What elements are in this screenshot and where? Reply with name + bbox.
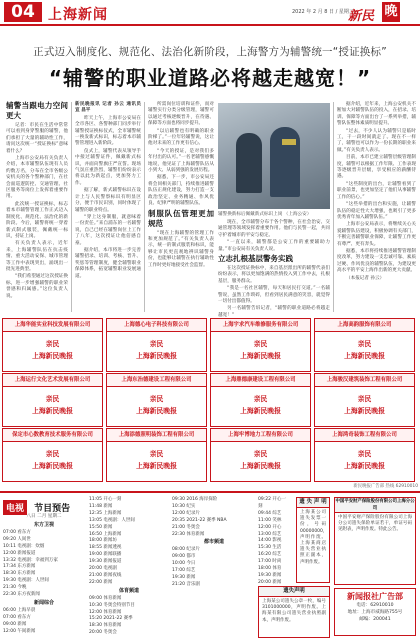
paragraph: “过去，不少人认为辅警只是临时工，干一段时间就走了。现在不一样了，辅警也可以作为一份长期的职业来做。”有关负责人表示。: [337, 128, 416, 153]
ad-line: 上海新民晚报: [136, 462, 177, 470]
news-photo: [218, 103, 330, 209]
program-item: 17:34 东方新闻: [3, 564, 36, 570]
program-item: 11:05 开心一刻: [89, 497, 122, 502]
date-line: 2022 年 2 月 8 日 / 星期二: [292, 9, 354, 15]
ad-line: 上海新民晚报: [240, 462, 281, 470]
paragraph: “我们希望通过这次授证换标，进一步增强辅警的职业荣誉感和归属感。”这位负责人说。: [6, 274, 68, 299]
paragraph: 据悉，下一步，市公安局还将会同相关部门，持续推进辅警队伍正规化建设，努力打造一支政治坚定、业务精通、作风优良、纪律严明的辅警队伍。: [148, 175, 214, 207]
section-title: 上海新闻: [48, 7, 108, 23]
ad-line: 亲民: [253, 450, 268, 458]
program-item: 20:00 新闻: [258, 579, 282, 585]
masthead: [0, 0, 420, 26]
program-item: 12:00 午间新闻: [3, 628, 36, 634]
tv-badge: 电视: [3, 500, 27, 515]
program-item: 08:00 纪录片: [172, 547, 200, 553]
program-item: 18:30 东方新闻: [3, 571, 36, 577]
ad-line: 亲民: [45, 395, 60, 403]
program-item: 12:00 开心: [258, 524, 282, 530]
ad-block[interactable]: [314, 373, 415, 427]
program-item: 12:00 体育新闻: [89, 609, 122, 615]
program-item: 13:00 综艺: [258, 531, 282, 537]
program-item: 22:30 东方夜新闻: [3, 592, 40, 598]
program-item: 10:00 今日: [172, 561, 196, 567]
ad-line: 上海新民晚报: [240, 352, 281, 360]
ad-company-name: 上海高韵服饰有限公司: [315, 319, 414, 332]
paragraph: 仪式上，辅警代表从领导手中接过辅警证件，佩戴新式标识，并面向警旗庄严宣誓。现场气氛庄重热烈，辅警们纷纷表示将以此为新起点，更加努力工作。: [75, 148, 141, 186]
ad-line: 上海新民晚报: [240, 407, 281, 415]
program-item: 09:44 综艺: [258, 510, 282, 516]
program-item: 21:00 新闻夜线: [89, 572, 122, 578]
program-item: 09:30 2016 海岸探险: [172, 497, 218, 502]
program-item: 16:50 上海新闻: [89, 531, 122, 537]
program-item: 15:20 2021-22 赛季: [89, 616, 133, 622]
promo-address: 地址：上海市威海路755号: [347, 610, 403, 615]
article-column-3: [148, 102, 214, 312]
program-item: 19:30 新闻: [258, 572, 282, 578]
ad-block[interactable]: [210, 428, 311, 482]
program-item: 21:00 冬奥会: [172, 524, 200, 530]
program-item: 20:00 电视剧: [89, 566, 117, 572]
byline: 新民晚报讯 记者 孙云 通讯员 宣 昌平: [75, 102, 141, 114]
paragraph: 有关负责人表示，近年来，上海辅警队伍在抗击疫情、重大活动安保、城市管理等工作中表现突出，涌现出一批先进典型。: [6, 241, 68, 272]
page-number: 04: [4, 2, 42, 22]
ad-company-name: 上海鼎德康建设工程有限公司: [211, 374, 310, 387]
program-item: 07:00 看东方: [3, 529, 31, 535]
paragraph: 据介绍，近年来，上海公安机关不断加大对辅警队伍的投入，在招录、培训、保障等方面出台了一系列举措，辅警队伍整体素质明显提升。: [337, 102, 416, 127]
ad-block[interactable]: [314, 428, 415, 482]
ad-line: 亲民: [357, 340, 372, 348]
newspaper-logo: [348, 2, 414, 24]
promo-phone: 电话：62910010: [356, 603, 394, 608]
ad-line: 上海新民晚报: [344, 462, 385, 470]
article-column-1: [6, 100, 68, 312]
notice-title: 中国平安财产保险股份有限公司上海分公司: [335, 499, 415, 511]
ad-company-name: 保定市心数教育技术服务有限公司: [3, 429, 102, 442]
paragraph: 据悉，本市将持续推进辅警管理制度改革，努力建设一支忠诚可靠、素质过硬、作风优良的辅警队伍，为建设更高水平的平安上海作出新的更大贡献。: [337, 248, 416, 274]
ad-line: 上海新民晚报: [344, 352, 385, 360]
article-headline: “辅警的职业道路必将越走越宽！”: [48, 66, 372, 90]
ad-block[interactable]: [210, 318, 311, 372]
program-item: 16:20 综艺: [258, 552, 282, 558]
ad-block[interactable]: [210, 373, 311, 427]
program-item: 11:48 新闻: [89, 503, 113, 509]
paragraph: 所需岗位培训和证件，而对辅警实行分类分级管理，辅警可以通过考核逐级晋升，在待遇、保障等方面也将同步提升。: [148, 102, 214, 127]
program-item: 21:20 音乐剧: [172, 581, 200, 587]
article-column-2: [75, 102, 141, 312]
program-item: 12:00 纪录片: [172, 510, 200, 516]
notice-box: [334, 497, 416, 585]
ad-company-name: 上海牢博地力工程有限公司: [211, 429, 310, 442]
paragraph: “穿上这身制服，就意味着一份责任。”来自浦东的一名辅警说，自己已经在辅警岗位上工作了八年，这次授证让他倍感自豪。: [75, 214, 141, 246]
program-item: 13:32 电视剧：幸福到万家: [3, 557, 58, 563]
column-subheading: 制服队伍管理更加规范: [148, 208, 214, 228]
program-item: 09:00 新闻: [3, 621, 27, 627]
ad-block[interactable]: [2, 318, 103, 372]
paragraph: 此次统一授证换标，标志着本市辅警管理工作正式迈入制度化、规范化、法治化的新阶段。今后，辅警将统一穿着新式制式服装，佩戴统一标识，持证上岗。: [6, 201, 68, 239]
program-item: 18:30 体育新闻: [89, 623, 122, 629]
ad-block[interactable]: [2, 428, 103, 482]
program-item: 19:30 新闻: [172, 574, 196, 580]
ad-line: 上海新民晚报: [32, 407, 73, 415]
channel-name: 都市频道: [203, 539, 224, 546]
paragraph: “这些制度的出台，让辅警看到了职业前景，也更加坚定了他们从事辅警工作的信心。”: [337, 181, 416, 200]
ad-block[interactable]: [2, 373, 103, 427]
promo-title: 新闻报社广告部: [347, 592, 403, 601]
program-item: 19:00 新闻联播: [89, 552, 122, 558]
ad-company-name: 上海添德照明装饰工程有限公司: [107, 429, 206, 442]
program-item: 20:35 2021-22 赛季 NBA: [172, 517, 227, 523]
ad-line: 上海新民晚报: [136, 352, 177, 360]
program-item: 09:22 开心一刻: [258, 497, 286, 509]
column-subheading: 立志扎根基层警务实践: [218, 254, 293, 264]
paragraph: 据介绍，本市将进一步完善辅警招录、培训、考核、晋升、奖惩等管理制度，健全辅警职业保障体系，拓宽辅警职业发展通道。: [75, 247, 141, 279]
paragraph: 目前，本市已建立辅警层级管理制度，辅警可以根据工作年限、工作表现等逐级晋升层级，享受相应的薪酬待遇。: [337, 155, 416, 180]
program-item: 17:00 综艺: [172, 568, 196, 574]
program-item: 22:30 体育新闻: [172, 531, 205, 537]
ad-line: 亲民: [357, 450, 372, 458]
ad-block[interactable]: [314, 318, 415, 372]
program-item: 18:00 新闻坊: [89, 538, 117, 544]
photo-badge: [282, 139, 296, 145]
channel-name: 新闻综合: [33, 599, 54, 606]
paragraph: “我是一名社区辅警，每天和居民打交道。”一名辅警说，虽然工作琐碎，但看到居民满意的笑容，就觉得一切付出都值得。: [218, 286, 330, 305]
paragraph: 据了解，新式辅警标识在设计上与人民警察标识有明显区分，便于市民识别，同时体现了辅警的职业特点。: [75, 188, 141, 213]
program-item: 09:20 人间世: [3, 536, 31, 542]
paragraph: “今天的授证，是对我们多年付出的认可。”一名老辅警感慨地说，他见证了上海辅警队伍从小到大、从弱到强的发展历程。: [148, 148, 214, 174]
program-item: 13:05 电视剧：人世间: [89, 517, 135, 523]
notice-title: 遗 失 声 明: [297, 498, 329, 508]
notice-box: [296, 497, 330, 583]
column-divider: [333, 102, 334, 312]
tv-column-4: [258, 497, 288, 587]
program-item: 12:00 新闻报道: [3, 550, 36, 556]
ad-line: 亲民: [149, 340, 164, 348]
ad-company-name: 上海宇求汽车维修服务有限公司: [211, 319, 310, 332]
notice-body: 上海某公司遗失发票一份，号码00000000，声明作废。上海某商店遗失营业执照正副本，声明作废。: [300, 510, 328, 565]
program-item: 19:30 电视剧：人世间: [3, 578, 49, 584]
ad-block[interactable]: [106, 373, 207, 427]
ad-line: 上海新民晚报: [32, 462, 73, 470]
paragraph: 记者：市民在生活中常常可以看到身穿警服的辅警，他们承担了大量的辅助性工作，请问这次统一“授证换标”意味着什么？: [6, 123, 68, 154]
ad-line: 亲民: [357, 395, 372, 403]
ad-line: 亲民: [253, 340, 268, 348]
notice-body: 中国平安财产保险股份有限公司上海分公司遗失保险单证若干，单证号码见附表，声明作废。特此公告。: [338, 515, 412, 533]
program-item: 17:00 时尚: [258, 559, 282, 565]
tv-date: 八日 二月 星期二: [26, 514, 62, 519]
photo-caption: 辅警换新标后佩戴新式标识上岗 （上海公安）: [218, 212, 312, 217]
paragraph: 昨天上午，上海市公安局在全市各区、各警种部门同步举行辅警授证换标仪式，全市辅警统一换发新式标识，标志着本市辅警管理进入新阶段。: [75, 115, 141, 147]
notice-title: 遗失声明: [259, 587, 329, 597]
tv-header: [3, 497, 71, 514]
promo-postcode: 邮编：200041: [359, 617, 391, 622]
program-item: 18:55 新闻透视: [89, 545, 122, 551]
program-item: 10:30 纪实: [172, 503, 196, 509]
ad-line: 上海新民晚报: [344, 407, 385, 415]
program-item: 15:50 新闻: [89, 524, 113, 530]
program-item: 12:35 上海新闻: [89, 510, 122, 516]
ad-company-name: 上海骏汉建筑装饰工程有限公司: [315, 374, 414, 387]
ad-company-name: 上海德心电子科技有限公司: [107, 319, 206, 332]
program-item: 11:00 笑林: [258, 517, 282, 523]
program-item: 20:00 冬奥会: [89, 630, 117, 636]
channel-name: 体育频道: [118, 587, 139, 594]
paragraph: 另一名辅警告诉记者，“辅警的职业道路必将越走越宽！”: [218, 306, 330, 318]
program-item: 07:00 看东方: [3, 614, 31, 620]
paragraph: （本报记者 孙云）: [346, 275, 385, 281]
program-item: 18:00 体育: [258, 566, 282, 572]
ad-company-name: 上海鸿奇装饰工程有限公司: [315, 429, 414, 442]
program-item: 21:30 今晚: [3, 585, 27, 591]
ad-line: 上海新民晚报: [32, 352, 73, 360]
column-heading: 辅警当跟电力空间更大: [6, 101, 68, 120]
program-item: 10:11 电视剧：炊烟: [3, 543, 45, 549]
photo-figure: [270, 127, 300, 197]
logo-badge: 晚: [382, 2, 400, 22]
ad-block[interactable]: [106, 318, 207, 372]
ad-company-name: 上海运行文化艺术发展有限公司: [3, 374, 102, 387]
program-item: 19:30 新闻报道: [89, 559, 122, 565]
ad-department-box: [334, 588, 416, 636]
program-item: 09:00 体育新闻: [89, 595, 122, 601]
program-item: 10:30 冬奥会特别节目: [89, 602, 135, 608]
tv-column-2: [89, 497, 169, 639]
paragraph: 上海市公安局有关负责人介绍，本市辅警队伍现有人员约数万名，分布在全市各级公安机关的各个警种部门，在社会面巡逻防控、交通管理、社区服务等岗位上发挥着重要作用。: [6, 156, 68, 200]
program-item: 14:00 影视: [258, 538, 282, 544]
tv-column-3: [172, 497, 256, 639]
program-item: 06:00 上海早晨: [3, 607, 36, 613]
tv-title: 节目预告: [34, 504, 71, 514]
ads-footer: 新民晚报广告部 热线 62910010: [353, 484, 418, 489]
notice-box: [258, 586, 330, 638]
article-subhead: 正式迈入制度化、规范化、法治化新阶段，上海警方为辅警统一“授证换标”: [33, 46, 387, 58]
ad-block[interactable]: [106, 428, 207, 482]
ads-grid: [2, 318, 418, 482]
paragraph: 现在，全市辅警分布于各个警种，在社会治安、交通管理等领域发挥着重要作用。他们与民警一起，共同守护着城市的平安与稳定。: [218, 220, 330, 238]
ad-line: 亲民: [149, 395, 164, 403]
program-item: 22:00 新闻: [89, 579, 113, 585]
paragraph: 在这次授证换标中，来自基层派出所的辅警代表们纷纷表示，将以更加饱满的热情投入到工作中去，扎根基层，服务群众。: [218, 266, 330, 284]
article-column-5: [337, 102, 416, 312]
ad-line: 上海新民晚报: [136, 407, 177, 415]
tv-column-1: [3, 521, 85, 639]
ad-line: 亲民: [149, 450, 164, 458]
logo-text: 新民: [348, 9, 375, 24]
column-divider: [71, 102, 72, 312]
ad-line: 亲民: [253, 395, 268, 403]
paragraph: “一直以来，辅警都是公安工作的重要辅助力量。”市公安局有关负责人说。: [218, 240, 330, 252]
photo-figure: [236, 133, 262, 193]
program-item: 09:00 都市: [172, 554, 196, 560]
program-item: 15:30 生活: [258, 545, 282, 551]
notice-body: 上海某公司遗失公章一枚，编号3101000000，声明作废。上海某有限公司遗失营业执照副本，声明作废。: [262, 599, 326, 623]
ad-company-name: 上海东治德建设工程有限公司: [107, 374, 206, 387]
paragraph: “现在上海辅警的管理工作和更加规范了。”有关负责人表示，统一的制式服装和标识，能够让市民更直观地辨识辅警身份，也能够让辅警在执行辅助性工作时更好地接受社会监督。: [148, 230, 214, 268]
paragraph: 上海市公安局表示，将继续关心关爱辅警队伍建设，积极协调有关部门，不断完善辅警职业保障，让辅警工作更有尊严、更有奔头。: [337, 222, 416, 247]
ad-line: 亲民: [45, 450, 60, 458]
paragraph: “以后辅警也有明确的职业阶梯了。”一位年轻辅警说，这让他对未来的工作更有信心。: [148, 128, 214, 147]
column-divider: [144, 102, 145, 312]
ad-company-name: 上海华能实业科技发展有限公司: [3, 319, 102, 332]
paragraph: “这些举措的出台和实施，让辅警队伍的稳定性大大增强，也吸引了更多优秀青年加入辅警队伍。”: [337, 202, 416, 220]
channel-name: 东方卫视: [33, 522, 54, 528]
article-column-4: [218, 220, 330, 318]
ad-line: 亲民: [45, 340, 60, 348]
